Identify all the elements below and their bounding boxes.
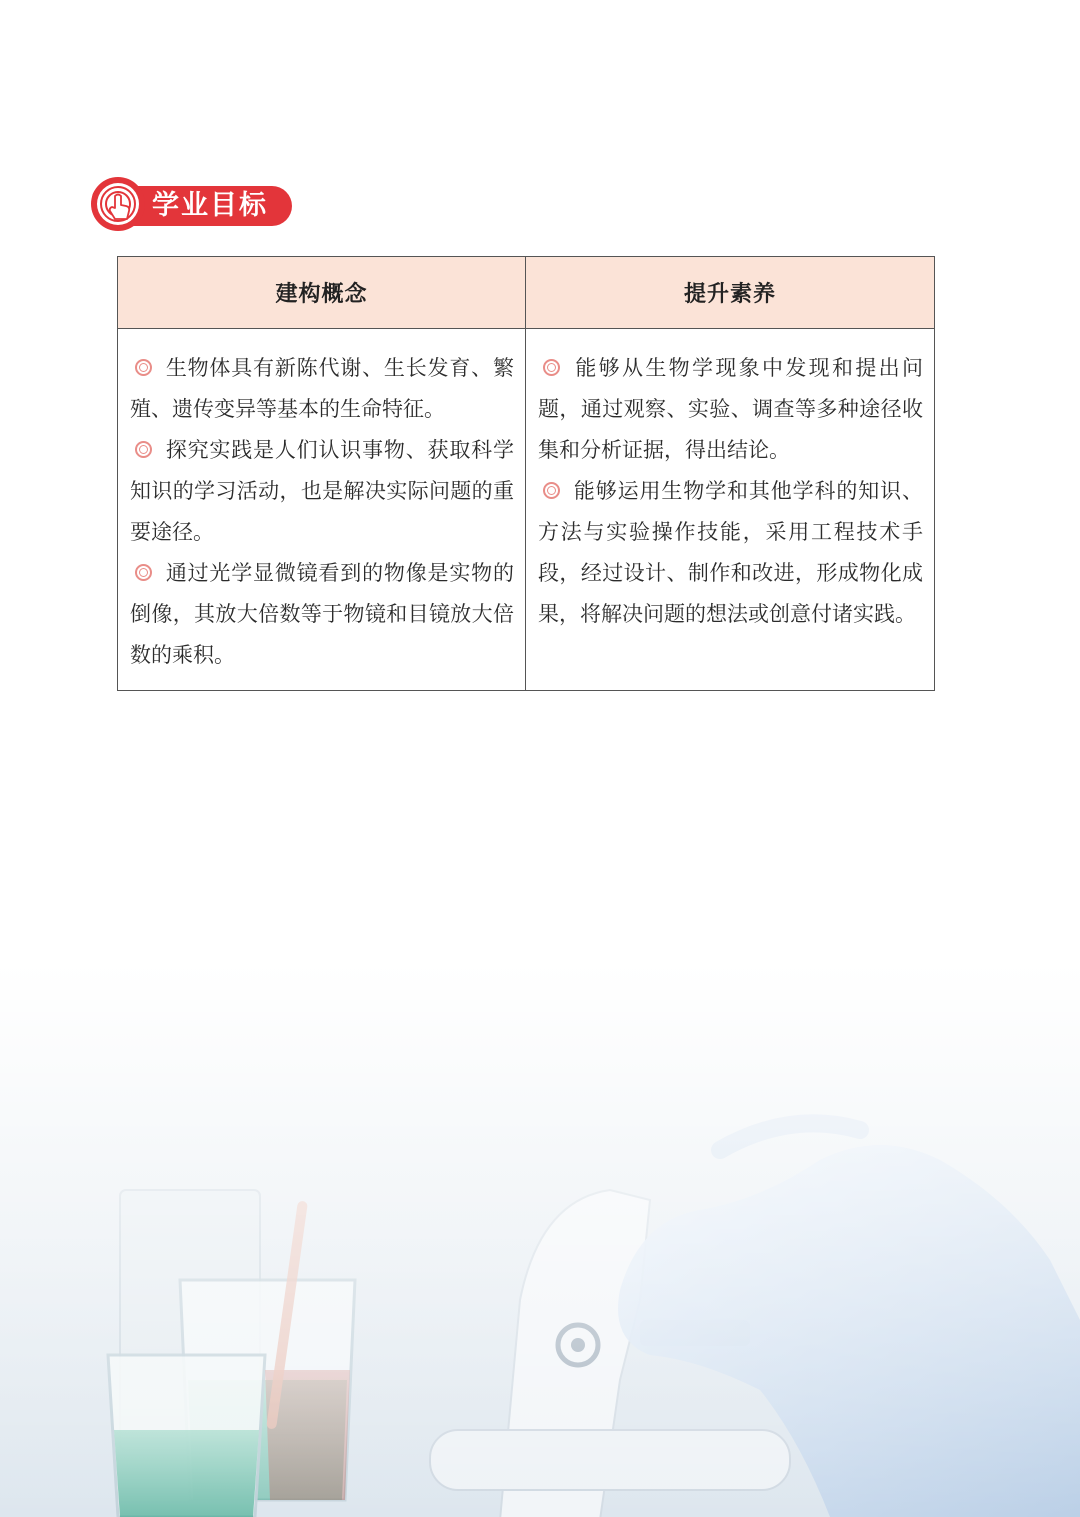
concept-item	[130, 348, 514, 430]
concept-item-text: 通过光学显微镜看到的物像是实物的倒像，其放大倍数等于物镜和目镜放大倍数的乘积。	[130, 561, 514, 667]
finger-tap-icon	[90, 176, 146, 232]
section-badge	[90, 176, 294, 232]
table-header-row	[118, 257, 935, 329]
concept-item	[130, 553, 514, 676]
double-circle-icon	[135, 441, 152, 458]
concepts-cell	[118, 329, 526, 691]
goals-table	[117, 256, 935, 691]
concept-item-text: 生物体具有新陈代谢、生长发育、繁殖、遗传变异等基本的生命特征。	[130, 356, 514, 421]
concept-item-text: 探究实践是人们认识事物、获取科学知识的学习活动，也是解决实际问题的重要途径。	[130, 438, 514, 544]
lab-background-image	[0, 960, 1080, 1517]
literacy-item-text: 能够从生物学现象中发现和提出问题，通过观察、实验、调查等多种途径收集和分析证据，得出结论。	[538, 356, 923, 462]
double-circle-icon	[135, 564, 152, 581]
table-body-row	[118, 329, 935, 691]
double-circle-icon	[135, 359, 152, 376]
concept-item	[130, 430, 514, 553]
column-header-literacy: 提升素养	[526, 257, 935, 329]
literacy-cell	[526, 329, 935, 691]
column-header-concepts: 建构概念	[118, 257, 526, 329]
literacy-item	[538, 471, 923, 635]
section-title: 学业目标	[152, 190, 268, 221]
double-circle-icon	[543, 482, 560, 499]
literacy-item	[538, 348, 923, 471]
literacy-item-text: 能够运用生物学和其他学科的知识、方法与实验操作技能，采用工程技术手段，经过设计、制作和改进，形成物化成果，将解决问题的想法或创意付诸实践。	[538, 479, 923, 626]
double-circle-icon	[543, 359, 560, 376]
